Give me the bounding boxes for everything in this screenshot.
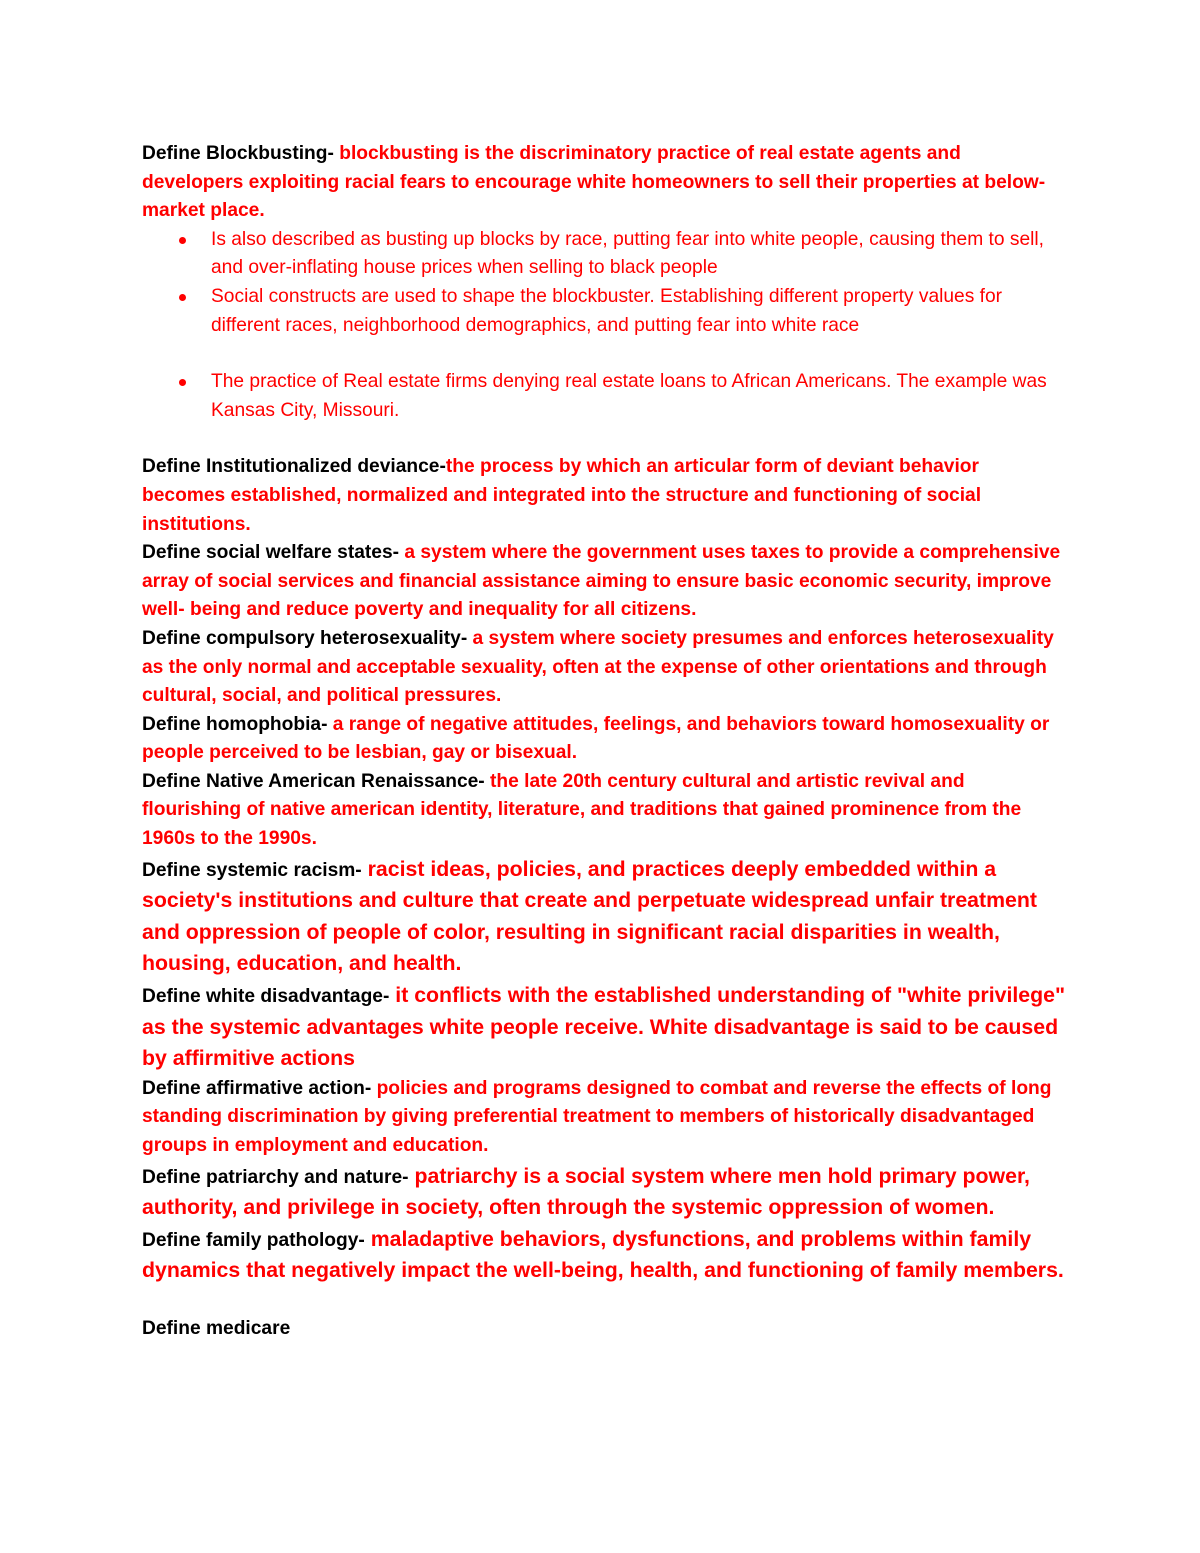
term-label: Define family pathology- — [142, 1229, 365, 1251]
term-label: Define patriarchy and nature- — [142, 1166, 409, 1188]
term-label: Define medicare — [142, 1317, 291, 1339]
definition-text: it conflicts with the established understanding of "white privilege" as the systemic advantages white people receive. White disadvantage is said to be caused by affirmitive actions — [142, 983, 1066, 1071]
list-item — [211, 368, 1067, 425]
list-item — [211, 226, 1067, 283]
term-label: Define compulsory heterosexuality- — [142, 627, 468, 649]
definition-text: the late 20th century cultural and artistic revival and flourishing of native american identity, literature, and traditions that gained prominence from the 1960s to the 1990s. — [142, 770, 1022, 850]
bullet-icon — [179, 237, 186, 244]
bullet-text: The practice of Real estate firms denying real estate loans to African Americans. The example was Kansas City, Missouri. — [211, 371, 1047, 421]
term-label: Define white disadvantage- — [142, 986, 390, 1008]
bullet-icon — [179, 294, 186, 301]
definition-text: policies and programs designed to combat and reverse the effects of long standing discrimination by giving preferential treatment to members of historically disadvantaged groups in employment and education. — [142, 1077, 1052, 1156]
spacer — [142, 425, 1067, 453]
spacer — [142, 1287, 1067, 1315]
definition-text: the process by which an articular form of deviant behavior becomes established, normalized and integrated into the structure and functioning of social institutions. — [142, 456, 982, 535]
entry-patriarchy-and-nature — [142, 1161, 1067, 1224]
entry-social-welfare-states — [142, 539, 1067, 625]
entry-white-disadvantage — [142, 980, 1067, 1075]
document-body — [142, 140, 1067, 1344]
term-label: Define Institutionalized deviance- — [142, 456, 446, 478]
entry-homophobia — [142, 711, 1067, 768]
definition-text: maladaptive behaviors, dysfunctions, and problems within family dynamics that negatively impact the well-being, health, and functioning of family members. — [142, 1226, 1064, 1283]
bullet-icon — [179, 379, 186, 386]
entry-medicare — [142, 1315, 1067, 1344]
definition-text: a system where the government uses taxes to provide a comprehensive array of social services and financial assistance aiming to ensure basic economic security, improve well- being and reduce poverty and inequality for all citizens. — [142, 542, 1061, 621]
entry-family-pathology — [142, 1224, 1067, 1287]
bullet-text: Is also described as busting up blocks by race, putting fear into white people, causing them to sell, and over-inflating house prices when selling to black people — [211, 228, 1044, 279]
bullet-text: Social constructs are used to shape the blockbuster. Establishing different property values for different races, neighborhood demographics, and putting fear into white race — [211, 285, 1003, 336]
entry-compulsory-heterosexuality — [142, 625, 1067, 711]
entry-native-american-renaissance — [142, 768, 1067, 854]
term-label: Define homophobia- — [142, 713, 328, 735]
term-label: Define affirmative action- — [142, 1077, 372, 1099]
definition-text: blockbusting is the discriminatory practice of real estate agents and developers exploiting racial fears to encourage white homeowners to sell their properties at below- market place. — [142, 143, 1046, 222]
entry-systemic-racism — [142, 854, 1067, 980]
list-item — [211, 283, 1067, 340]
bullet-list — [142, 226, 1067, 426]
definition-text: a system where society presumes and enforces heterosexuality as the only normal and acceptable sexuality, often at the expense of other orientations and through cultural, social, and political pressures. — [142, 627, 1054, 707]
definition-text: a range of negative attitudes, feelings, and behaviors toward homosexuality or people perceived to be lesbian, gay or bisexual. — [142, 713, 1050, 764]
entry-institutionalized-deviance — [142, 453, 1067, 539]
definition-text: racist ideas, policies, and practices deeply embedded within a society's institutions and culture that create and perpetuate widespread unfair treatment and oppression of people of color, resulting in significant racial disparities in wealth, housing, education, and health. — [142, 856, 1037, 976]
entry-blockbusting — [142, 140, 1067, 226]
term-label: Define social welfare states- — [142, 542, 400, 564]
definition-text: patriarchy is a social system where men hold primary power, authority, and privilege in society, often through the systemic oppression of women. — [142, 1163, 1030, 1220]
entry-affirmative-action — [142, 1075, 1067, 1161]
term-label: Define Native American Renaissance- — [142, 770, 485, 792]
term-label: Define systemic racism- — [142, 859, 362, 881]
term-label: Define Blockbusting- — [142, 143, 334, 164]
